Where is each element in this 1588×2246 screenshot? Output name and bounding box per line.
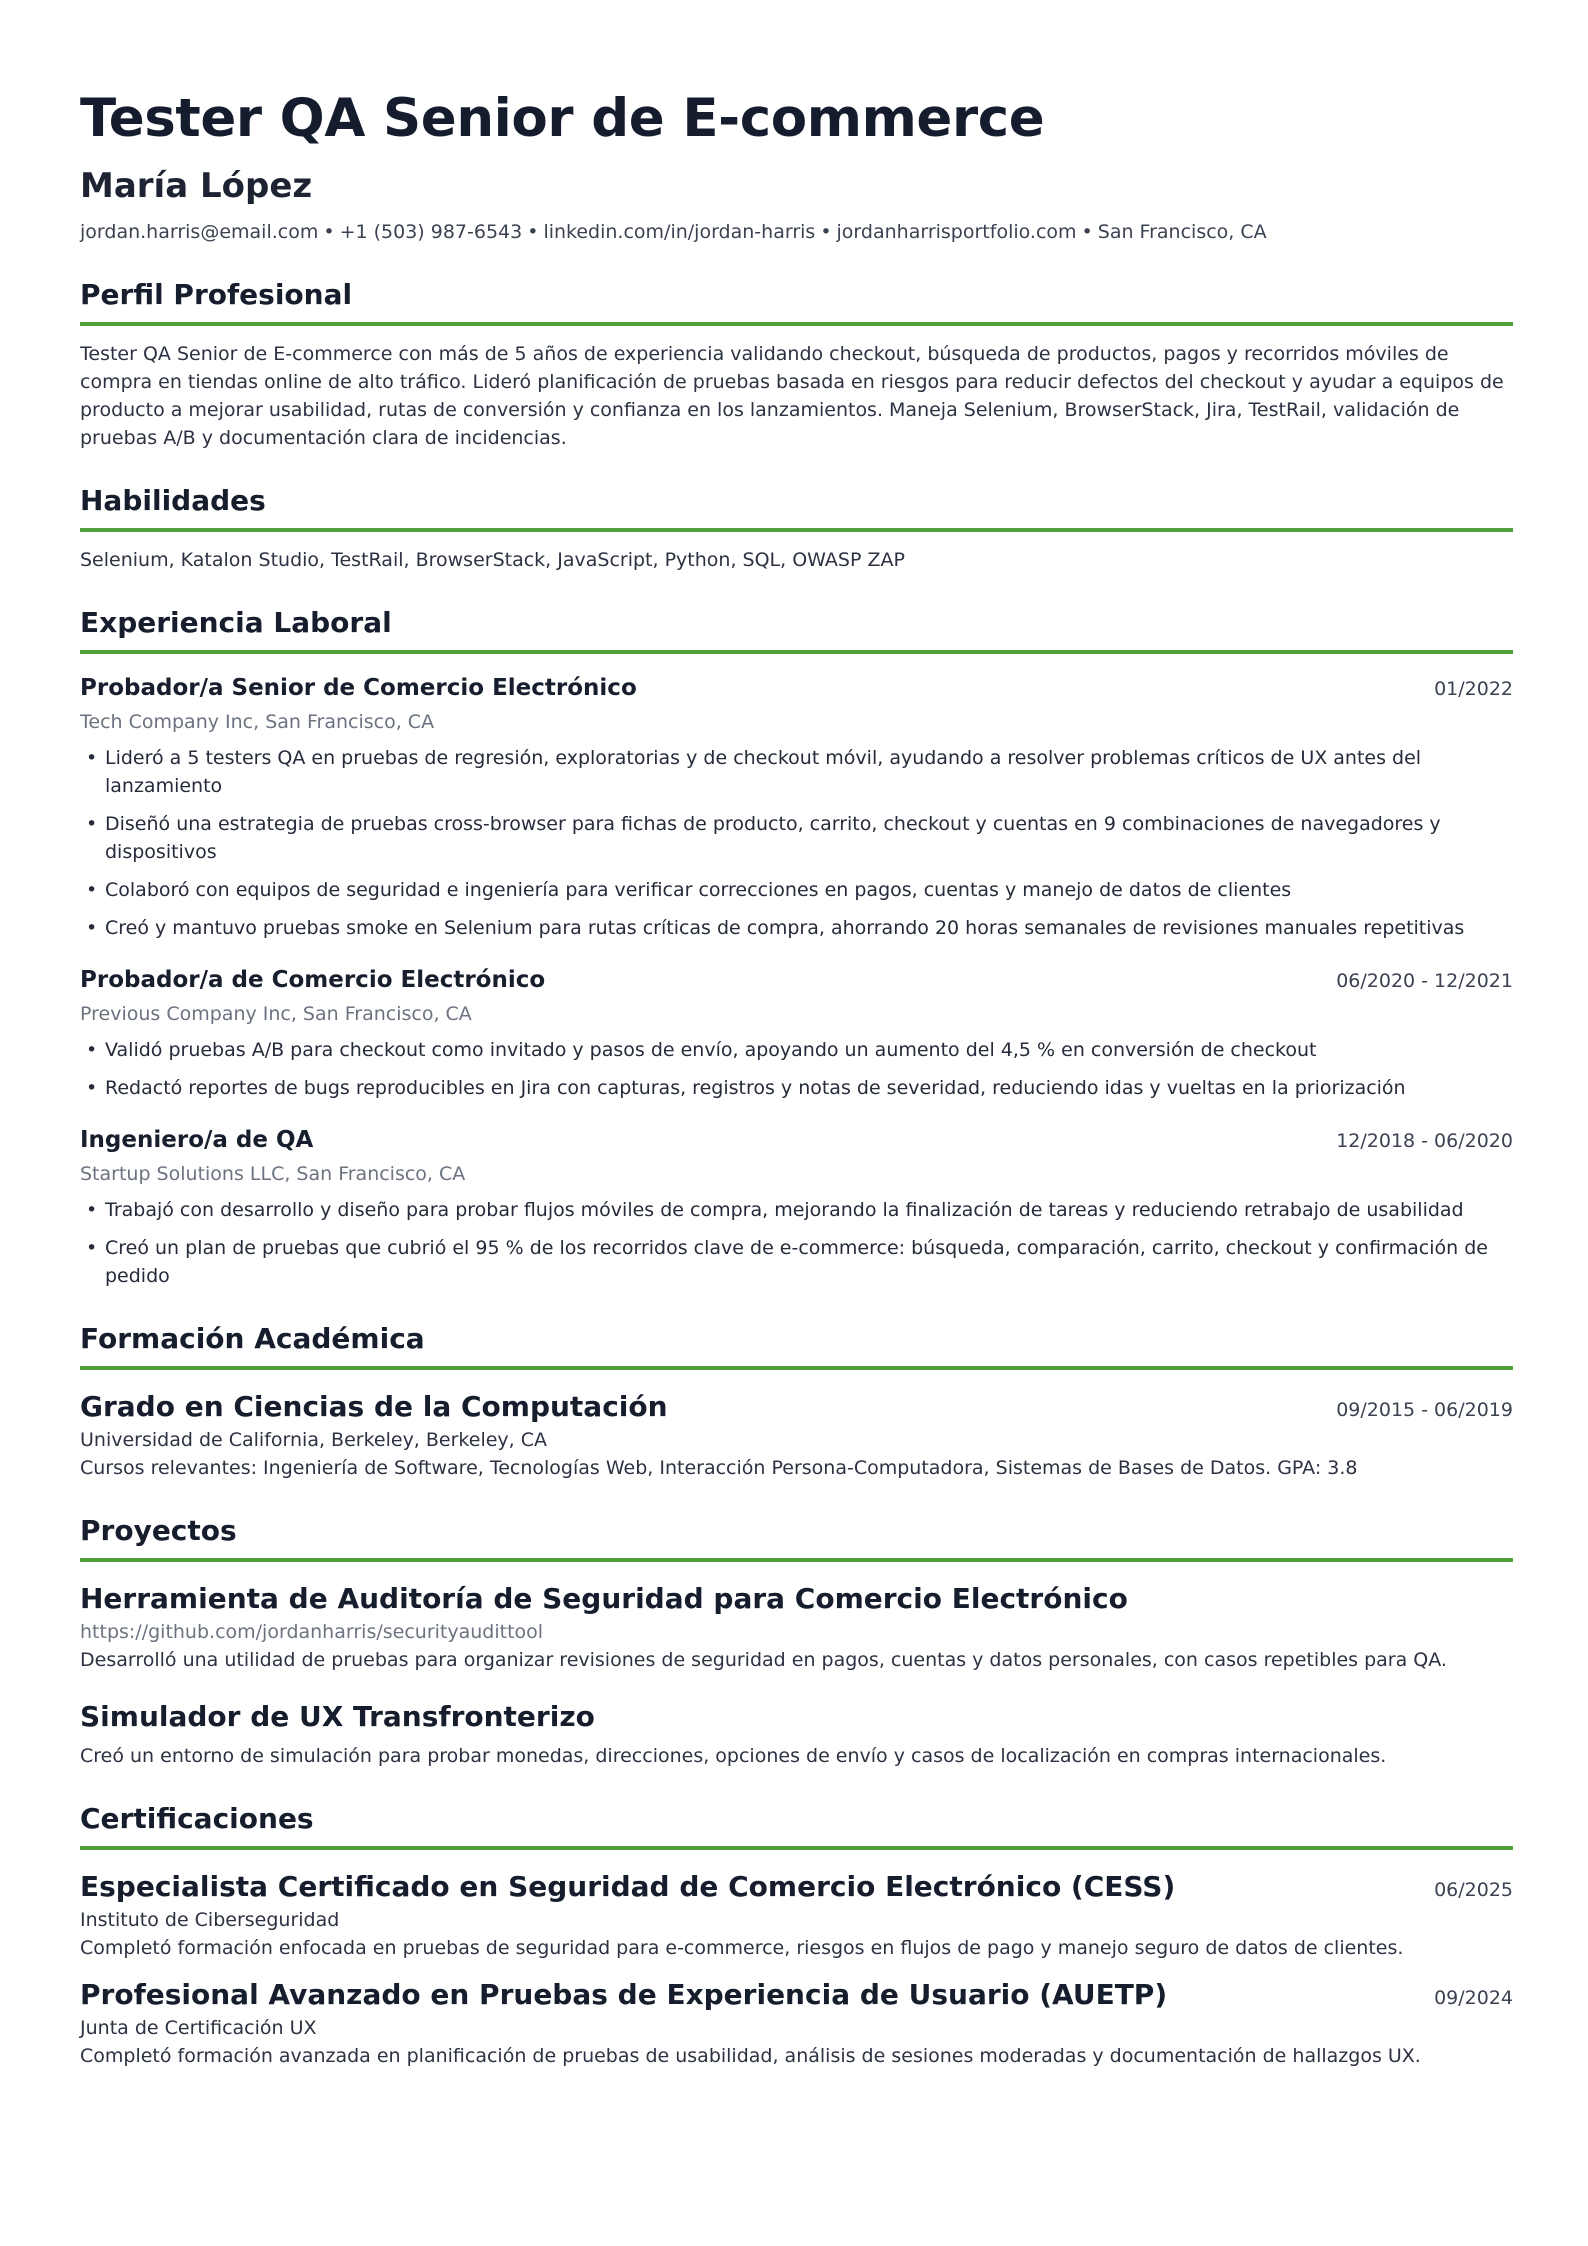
certification-entry bbox=[80, 1868, 1513, 1962]
section-heading: Formación Académica bbox=[80, 1322, 425, 1355]
contact-phone[interactable]: +1 (503) 987-6543 bbox=[339, 221, 523, 243]
contact-email[interactable]: jordan.harris@email.com bbox=[80, 221, 319, 243]
bullet-text: Validó pruebas A/B para checkout como invitado y pasos de envío, apoyando un aumento del 4,5 % en conversión de checkout bbox=[105, 1039, 1317, 1061]
bullet-text: Trabajó con desarrollo y diseño para probar flujos móviles de compra, mejorando la finalización de tareas y reduciendo retrabajo de usabilidad bbox=[105, 1199, 1464, 1221]
bullet-item bbox=[80, 914, 1513, 942]
skills-list: Selenium, Katalon Studio, TestRail, BrowserStack, JavaScript, Python, SQL, OWASP ZAP bbox=[80, 549, 905, 571]
contact-location: San Francisco, CA bbox=[1097, 221, 1267, 243]
bullet-dot-icon: • bbox=[86, 747, 98, 769]
bullet-dot-icon: • bbox=[86, 813, 98, 835]
job-entry bbox=[80, 1124, 1513, 1290]
job-bullets bbox=[80, 1196, 1513, 1290]
school-name: Universidad de California, Berkeley, Berkeley, CA bbox=[80, 1429, 547, 1451]
bullet-dot-icon: • bbox=[86, 1237, 98, 1259]
project-description: Creó un entorno de simulación para probar monedas, direcciones, opciones de envío y casos de localización en compras internacionales. bbox=[80, 1745, 1387, 1767]
certification-description: Completó formación enfocada en pruebas de seguridad para e-commerce, riesgos en flujos de pago y manejo seguro de datos de clientes. bbox=[80, 1937, 1404, 1959]
section-divider bbox=[80, 528, 1513, 532]
section-divider bbox=[80, 1558, 1513, 1562]
bullet-dot-icon: • bbox=[86, 879, 98, 901]
job-title: Probador/a Senior de Comercio Electrónico bbox=[80, 675, 637, 701]
section-divider bbox=[80, 1366, 1513, 1370]
contact-separator: • bbox=[820, 221, 832, 243]
bullet-item bbox=[80, 1036, 1513, 1064]
education-date: 09/2015 - 06/2019 bbox=[1336, 1399, 1513, 1421]
bullet-item bbox=[80, 876, 1513, 904]
bullet-item bbox=[80, 744, 1513, 800]
bullet-text: Diseñó una estrategia de pruebas cross-browser para fichas de producto, carrito, checkout y cuentas en 9 combinaciones de navegadores y dispositivos bbox=[105, 813, 1441, 863]
job-date: 01/2022 bbox=[1434, 678, 1513, 700]
certification-entry bbox=[80, 1976, 1513, 2070]
certification-issuer: Instituto de Ciberseguridad bbox=[80, 1909, 340, 1931]
certification-date: 06/2025 bbox=[1434, 1879, 1513, 1901]
profile-section bbox=[80, 276, 1513, 452]
certification-title: Especialista Certificado en Seguridad de Comercio Electrónico (CESS) bbox=[80, 1870, 1176, 1903]
bullet-text: Colaboró con equipos de seguridad e ingeniería para verificar correcciones en pagos, cuentas y manejo de datos de clientes bbox=[105, 879, 1292, 901]
contact-line bbox=[80, 218, 1513, 246]
job-title: Probador/a de Comercio Electrónico bbox=[80, 967, 546, 993]
certification-issuer: Junta de Certificación UX bbox=[80, 2017, 317, 2039]
bullet-item bbox=[80, 1234, 1513, 1290]
candidate-name: María López bbox=[80, 166, 313, 206]
bullet-dot-icon: • bbox=[86, 917, 98, 939]
degree-title: Grado en Ciencias de la Computación bbox=[80, 1390, 668, 1423]
project-link[interactable]: https://github.com/jordanharris/securityaudittool bbox=[80, 1621, 544, 1643]
job-entry bbox=[80, 672, 1513, 942]
section-divider bbox=[80, 1846, 1513, 1850]
resume-page bbox=[80, 88, 1513, 2070]
bullet-item bbox=[80, 810, 1513, 866]
section-heading: Habilidades bbox=[80, 484, 266, 517]
bullet-text: Creó un plan de pruebas que cubrió el 95 % de los recorridos clave de e-commerce: búsqueda, comparación, carrito, checkout y confirmación de pedido bbox=[105, 1237, 1488, 1287]
certification-title: Profesional Avanzado en Pruebas de Experiencia de Usuario (AUETP) bbox=[80, 1978, 1168, 2011]
contact-separator: • bbox=[323, 221, 335, 243]
project-title: Simulador de UX Transfronterizo bbox=[80, 1700, 595, 1733]
job-company: Startup Solutions LLC, San Francisco, CA bbox=[80, 1163, 466, 1185]
certification-date: 09/2024 bbox=[1434, 1987, 1513, 2009]
experience-section bbox=[80, 604, 1513, 1290]
bullet-dot-icon: • bbox=[86, 1039, 98, 1061]
project-entry bbox=[80, 1580, 1513, 1674]
project-entry bbox=[80, 1698, 1513, 1770]
bullet-text: Creó y mantuvo pruebas smoke en Selenium para rutas críticas de compra, ahorrando 20 horas semanales de revisiones manuales repetitivas bbox=[105, 917, 1465, 939]
bullet-dot-icon: • bbox=[86, 1077, 98, 1099]
project-description: Desarrolló una utilidad de pruebas para organizar revisiones de seguridad en pagos, cuentas y datos personales, con casos repetibles para QA. bbox=[80, 1649, 1447, 1671]
job-title: Ingeniero/a de QA bbox=[80, 1127, 314, 1153]
certification-description: Completó formación avanzada en planificación de pruebas de usabilidad, análisis de sesiones moderadas y documentación de hallazgos UX. bbox=[80, 2045, 1421, 2067]
job-company: Previous Company Inc, San Francisco, CA bbox=[80, 1003, 472, 1025]
skills-section bbox=[80, 482, 1513, 574]
job-entry bbox=[80, 964, 1513, 1102]
contact-portfolio[interactable]: jordanharrisportfolio.com bbox=[836, 221, 1077, 243]
certifications-section bbox=[80, 1800, 1513, 2070]
bullet-text: Redactó reportes de bugs reproducibles en Jira con capturas, registros y notas de severidad, reduciendo idas y vueltas en la priorización bbox=[105, 1077, 1406, 1099]
projects-section bbox=[80, 1512, 1513, 1770]
bullet-dot-icon: • bbox=[86, 1199, 98, 1221]
job-company: Tech Company Inc, San Francisco, CA bbox=[80, 711, 435, 733]
section-heading: Perfil Profesional bbox=[80, 278, 353, 311]
bullet-text: Lideró a 5 testers QA en pruebas de regresión, exploratorias y de checkout móvil, ayudando a resolver problemas críticos de UX antes del lanzamiento bbox=[105, 747, 1422, 797]
education-entry bbox=[80, 1388, 1513, 1482]
bullet-item bbox=[80, 1074, 1513, 1102]
contact-separator: • bbox=[527, 221, 539, 243]
project-title: Herramienta de Auditoría de Seguridad para Comercio Electrónico bbox=[80, 1582, 1128, 1615]
profile-summary: Tester QA Senior de E-commerce con más de 5 años de experiencia validando checkout, búsqueda de productos, pagos y recorridos móviles de compra en tiendas online de alto tráfico. Lideró planificación de pruebas basada en riesgos para reducir defectos del checkout y ayudar a equipos de producto a mejorar usabilidad, rutas de conversión y confianza en los lanzamientos. Maneja Selenium, BrowserStack, Jira, TestRail, validación de pruebas A/B y documentación clara de incidencias. bbox=[80, 343, 1504, 449]
education-section bbox=[80, 1320, 1513, 1482]
job-date: 06/2020 - 12/2021 bbox=[1336, 970, 1513, 992]
contact-separator: • bbox=[1081, 221, 1093, 243]
job-bullets bbox=[80, 744, 1513, 942]
section-divider bbox=[80, 322, 1513, 326]
job-bullets bbox=[80, 1036, 1513, 1102]
section-heading: Experiencia Laboral bbox=[80, 606, 392, 639]
section-heading: Certificaciones bbox=[80, 1802, 314, 1835]
section-heading: Proyectos bbox=[80, 1514, 237, 1547]
bullet-item bbox=[80, 1196, 1513, 1224]
section-divider bbox=[80, 650, 1513, 654]
contact-linkedin[interactable]: linkedin.com/in/jordan-harris bbox=[543, 221, 816, 243]
job-date: 12/2018 - 06/2020 bbox=[1336, 1130, 1513, 1152]
resume-title: Tester QA Senior de E-commerce bbox=[80, 88, 1045, 149]
education-details: Cursos relevantes: Ingeniería de Software, Tecnologías Web, Interacción Persona-Computadora, Sistemas de Bases de Datos. GPA: 3.8 bbox=[80, 1457, 1358, 1479]
